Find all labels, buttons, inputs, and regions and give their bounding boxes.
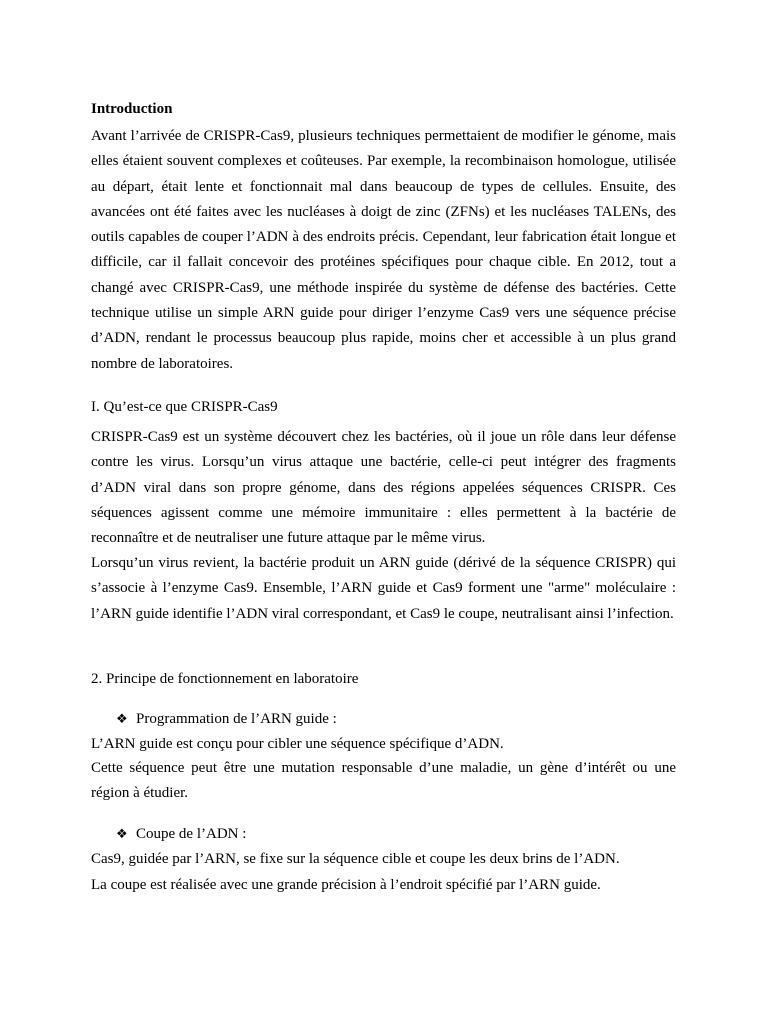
diamond-bullet-icon: ❖ (116, 712, 128, 727)
introduction-paragraph: Avant l’arrivée de CRISPR-Cas9, plusieurs techniques permettaient de modifier le génome, mais elles étaient souvent complexes et coûteuses. Par exemple, la recombinaison homologue, utilisée au départ, était lente et fonctionnait mal dans beaucoup de types de cellules. Ensuite, des avancées ont été faites avec les nucléases à doigt de zinc (ZFNs) et les nucléases TALENs, des outils capables de couper l’ADN à des endroits précis. Cependant, leur fabrication était longue et difficile, car il fallait concevoir des protéines spécifiques pour chaque cible. En 2012, tout a changé avec CRISPR-Cas9, une méthode inspirée du système de défense des bactéries. Cette technique utilise un simple ARN guide pour diriger l’enzyme Cas9 vers une séquence précise d’ADN, rendant le processus beaucoup plus rapide, moins cher et accessible à un plus grand nombre de laboratoires. (91, 128, 676, 372)
section2-heading: 2. Principe de fonctionnement en laboratoire (91, 671, 359, 687)
bullet2-line-1: Cas9, guidée par l’ARN, se fixe sur la séquence cible et coupe les deux brins de l’ADN. (91, 851, 620, 867)
bullet1-line-2: Cette séquence peut être une mutation responsable d’une maladie, un gène d’intérêt ou une région à étudier. (91, 760, 676, 802)
section1-paragraph-1: CRISPR-Cas9 est un système découvert chez les bactéries, où il joue un rôle dans leur défense contre les virus. Lorsqu’un virus attaque une bactérie, celle-ci peut intégrer des fragments d’ADN viral dans son propre génome, dans des régions appelées séquences CRISPR. Ces séquences agissent comme une mémoire immunitaire : elles permettent à la bactérie de reconnaître et de neutraliser une future attaque par le même virus. (91, 429, 676, 547)
bullet1-line-1: L’ARN guide est conçu pour cibler une séquence spécifique d’ADN. (91, 736, 504, 752)
bullet-item-programmation (116, 710, 337, 729)
diamond-bullet-icon: ❖ (116, 827, 128, 842)
section1-heading: I. Qu’est-ce que CRISPR-Cas9 (91, 399, 278, 415)
bullet2-line-2: La coupe est réalisée avec une grande précision à l’endroit spécifié par l’ARN guide. (91, 877, 601, 893)
bullet-item-coupe (116, 825, 246, 844)
bullet-label: Coupe de l’ADN : (136, 826, 247, 842)
introduction-heading: Introduction (91, 101, 173, 117)
section1-paragraph-2: Lorsqu’un virus revient, la bactérie produit un ARN guide (dérivé de la séquence CRISPR) qui s’associe à l’enzyme Cas9. Ensemble, l’ARN guide et Cas9 forment une "arme" moléculaire : l’ARN guide identifie l’ADN viral correspondant, et Cas9 le coupe, neutralisant ainsi l’infection. (91, 555, 676, 622)
bullet-label: Programmation de l’ARN guide : (136, 711, 337, 727)
